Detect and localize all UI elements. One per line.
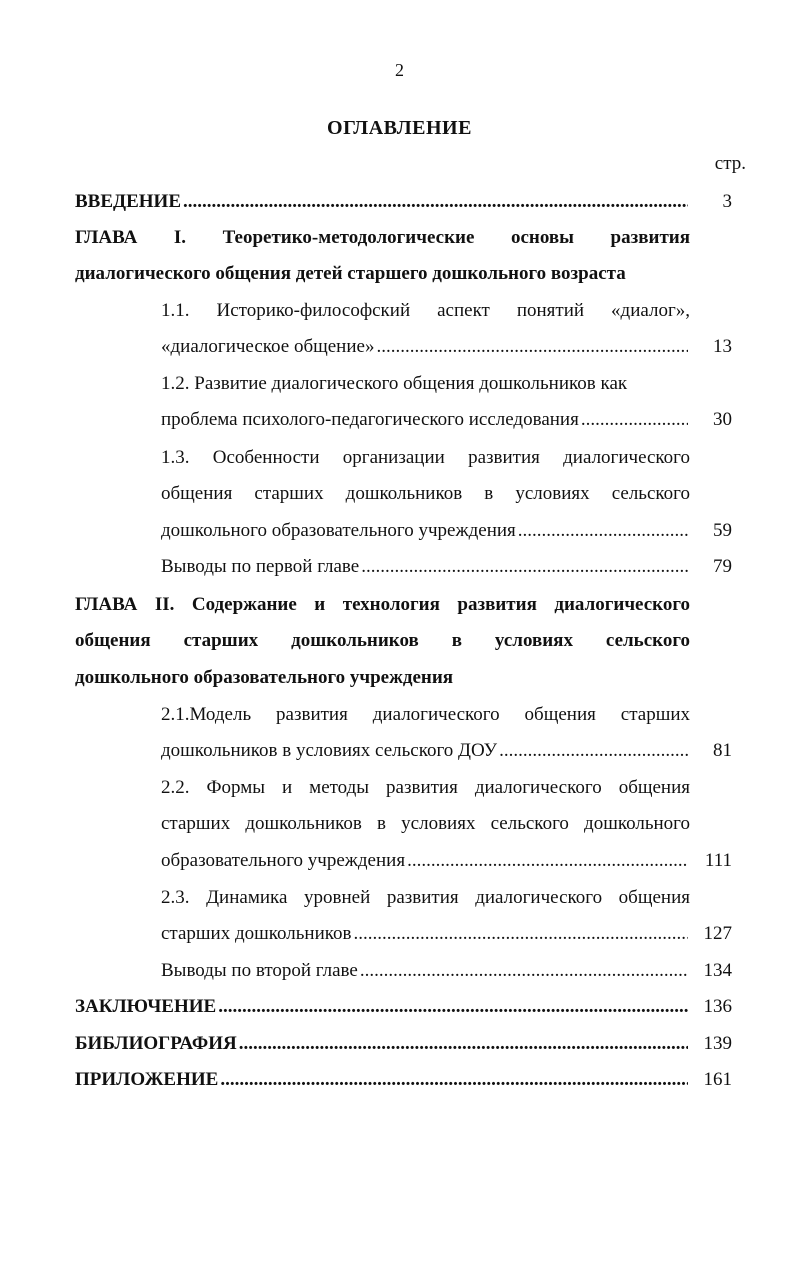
toc-entry-label: Выводы по второй главе [161, 960, 358, 981]
toc-section-2-2-line-2[interactable]: старших дошкольников в условиях сельского дошкольного [161, 813, 690, 834]
toc-entry-label: БИБЛИОГРАФИЯ [75, 1033, 237, 1054]
dot-leader [239, 1030, 688, 1058]
toc-section-1-3-line-2[interactable]: общения старших дошкольников в условиях сельского [161, 483, 690, 504]
dot-leader [518, 517, 688, 545]
toc-section-1-2-line-1[interactable]: 1.2. Развитие диалогического общения дошкольников как [161, 373, 628, 394]
toc-entry-appendix[interactable] [75, 1066, 690, 1094]
toc-page-number: 81 [713, 740, 732, 761]
toc-page-number: 136 [703, 996, 732, 1017]
toc-entry-label: дошкольников в условиях сельского ДОУ [161, 740, 498, 761]
toc-conclusions-chapter-1[interactable] [161, 553, 690, 581]
toc-entry-bibliography[interactable] [75, 1030, 690, 1058]
toc-page-number: 3 [722, 191, 732, 212]
toc-chapter-2-line-2[interactable]: общения старших дошкольников в условиях сельского [75, 630, 690, 651]
toc-section-2-1-line-2[interactable] [161, 737, 690, 765]
toc-entry-label: дошкольного образовательного учреждения [161, 520, 516, 541]
toc-section-2-1-line-1[interactable]: 2.1.Модель развития диалогического общения старших [161, 704, 690, 725]
toc-section-2-3-line-2[interactable] [161, 920, 690, 948]
toc-section-1-3-line-1[interactable]: 1.3. Особенности организации развития диалогического [161, 447, 690, 468]
toc-section-2-2-line-3[interactable] [161, 847, 690, 875]
toc-page-number: 127 [703, 923, 732, 944]
dot-leader [218, 993, 688, 1021]
toc-page-number: 30 [713, 409, 732, 430]
dot-leader [360, 957, 688, 985]
toc-entry-label: старших дошкольников [161, 923, 352, 944]
dot-leader [220, 1066, 688, 1094]
toc-section-2-3-line-1[interactable]: 2.3. Динамика уровней развития диалогического общения [161, 887, 690, 908]
toc-page-number: 79 [713, 556, 732, 577]
toc-chapter-2-line-1[interactable]: ГЛАВА II. Содержание и технология развития диалогического [75, 594, 690, 615]
dot-leader [183, 188, 688, 216]
toc-entry-conclusion[interactable] [75, 993, 690, 1021]
dot-leader [499, 737, 688, 765]
toc-page-number: 59 [713, 520, 732, 541]
toc-entry-label: образовательного учреждения [161, 850, 406, 871]
toc-page-number: 111 [704, 850, 732, 871]
dot-leader [407, 847, 688, 875]
toc-entry-label: Выводы по первой главе [161, 556, 360, 577]
toc-section-1-1-line-2[interactable] [161, 333, 690, 361]
toc-section-2-2-line-1[interactable]: 2.2. Формы и методы развития диалогического общения [161, 777, 690, 798]
toc-entry-label: «диалогическое общение» [161, 336, 375, 357]
dot-leader [581, 406, 688, 434]
toc-entry-introduction[interactable] [75, 188, 690, 216]
toc-entry-label: ВВЕДЕНИЕ [75, 191, 181, 212]
toc-page-number: 13 [713, 336, 732, 357]
toc-entry-label: ЗАКЛЮЧЕНИЕ [75, 996, 217, 1017]
page-column-label: стр. [714, 153, 746, 174]
toc-entry-label: проблема психолого-педагогического исследования [161, 409, 579, 430]
toc-chapter-2-line-3[interactable]: дошкольного образовательного учреждения [75, 667, 454, 688]
toc-page-number: 161 [703, 1069, 732, 1090]
toc-section-1-2-line-2[interactable] [161, 406, 690, 434]
dot-leader [361, 553, 688, 581]
toc-section-1-3-line-3[interactable] [161, 517, 690, 545]
toc-entry-label: ПРИЛОЖЕНИЕ [75, 1069, 219, 1090]
dot-leader [376, 333, 688, 361]
toc-conclusions-chapter-2[interactable] [161, 957, 690, 985]
toc-section-1-1-line-1[interactable]: 1.1. Историко-философский аспект понятий «диалог», [161, 300, 690, 321]
dot-leader [353, 920, 688, 948]
toc-page-number: 134 [703, 960, 732, 981]
toc-chapter-1-line-2[interactable]: диалогического общения детей старшего дошкольного возраста [75, 263, 626, 284]
toc-chapter-1-line-1[interactable]: ГЛАВА I. Теоретико-методологические основы развития [75, 227, 690, 248]
toc-page-number: 139 [703, 1033, 732, 1054]
page-title: ОГЛАВЛЕНИЕ [327, 117, 472, 139]
page-number: 2 [395, 60, 404, 80]
